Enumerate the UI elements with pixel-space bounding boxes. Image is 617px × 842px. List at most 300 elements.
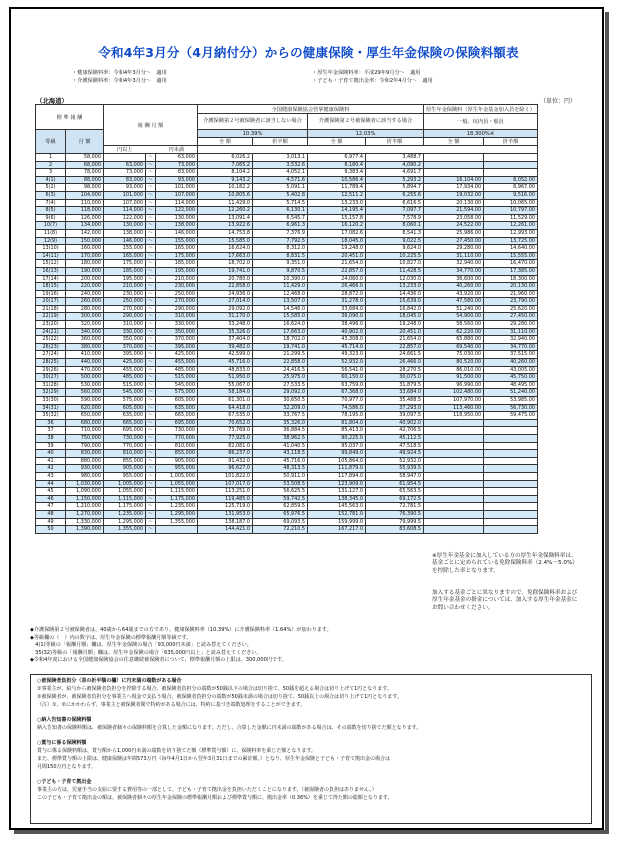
health-half-cell: 45,716.0: [253, 457, 308, 465]
range-upper-cell: 155,000: [156, 237, 198, 245]
range-lower-cell: 1,005,000: [104, 480, 146, 488]
range-upper-cell: 122,000: [156, 207, 198, 215]
range-lower-cell: 605,000: [104, 404, 146, 412]
health-total-cell: 15,585.0: [198, 237, 253, 245]
range-lower-cell: 210,000: [104, 283, 146, 291]
standard-monthly-cell: 710,000: [66, 427, 104, 435]
range-upper-cell: 770,000: [156, 434, 198, 442]
table-body: [36, 154, 538, 534]
range-lower-cell: 165,000: [104, 252, 146, 260]
grade-cell: 47: [36, 503, 66, 511]
grade-cell: 14(11): [36, 252, 66, 260]
care-total-cell: 99,849.0: [308, 450, 366, 458]
range-upper-cell: 1,355,000: [156, 518, 198, 526]
standard-monthly-cell: 150,000: [66, 237, 104, 245]
table-row: [36, 404, 538, 412]
care-half-cell: 21,654.0: [366, 336, 424, 344]
pension-half-cell: 8,967.00: [484, 184, 538, 192]
care-total-cell: 111,879.0: [308, 465, 366, 473]
health-total-cell: 27,014.0: [198, 298, 253, 306]
range-upper-cell: 665,000: [156, 412, 198, 420]
table-row: [36, 450, 538, 458]
health-total-cell: 10,805.6: [198, 191, 253, 199]
pension-total-cell: 32,940.00: [424, 260, 484, 268]
pension-half-cell: [484, 450, 538, 458]
care-total-cell: 90,225.0: [308, 434, 366, 442]
health-half-cell: 43,118.5: [253, 450, 308, 458]
range-upper-cell: 114,000: [156, 199, 198, 207]
standard-monthly-cell: 650,000: [66, 412, 104, 420]
range-tilde: ～: [146, 450, 156, 458]
health-total-cell: 61,301.0: [198, 397, 253, 405]
health-total-cell: 18,702.0: [198, 260, 253, 268]
care-half-cell: 7,097.7: [366, 207, 424, 215]
care-total-cell: 152,781.0: [308, 510, 366, 518]
care-total-cell: 31,278.0: [308, 298, 366, 306]
grade-cell: 27(24): [36, 351, 66, 359]
health-total-cell: 24,936.0: [198, 290, 253, 298]
pension-total-cell: [424, 526, 484, 534]
table-row: [36, 161, 538, 169]
pension-half-cell: 20,130.00: [484, 283, 538, 291]
care-half-cell: 39,097.5: [366, 412, 424, 420]
range-lower-cell: 290,000: [104, 313, 146, 321]
care-half-cell: 20,451.0: [366, 328, 424, 336]
range-tilde: ～: [146, 397, 156, 405]
health-total-cell: 37,404.0: [198, 336, 253, 344]
pension-half-cell: [484, 488, 538, 496]
range-tilde: ～: [146, 359, 156, 367]
range-lower-cell: 310,000: [104, 321, 146, 329]
care-half-cell: 35,488.5: [366, 397, 424, 405]
care-half-cell: 13,233.0: [366, 283, 424, 291]
standard-monthly-cell: 118,000: [66, 207, 104, 215]
pension-total-cell: 21,594.00: [424, 207, 484, 215]
health-half-cell: 72,210.5: [253, 526, 308, 534]
grade-cell: 6(3): [36, 191, 66, 199]
pension-total-cell: [424, 169, 484, 177]
range-lower-cell: 1,055,000: [104, 488, 146, 496]
box-rounding-b: ②被保険者が、被保険者負担分を事業主へ現金で支払う場合、被保険者負担分の端数が50銭未満の場合は切り捨て、50銭以上の場合は切り上げて1円となります。: [37, 694, 402, 700]
range-tilde: ～: [146, 267, 156, 275]
range-upper-cell: 1,295,000: [156, 510, 198, 518]
table-row: [36, 267, 538, 275]
pension-total-cell: 54,900.00: [424, 313, 484, 321]
care-half-cell: 31,879.5: [366, 381, 424, 389]
health-total-cell: 58,184.0: [198, 389, 253, 397]
pension-half-cell: 13,725.00: [484, 237, 538, 245]
table-row: [36, 275, 538, 283]
range-upper-cell: 1,115,000: [156, 488, 198, 496]
table-row: [36, 359, 538, 367]
pension-half-cell: 10,065.00: [484, 199, 538, 207]
health-half-cell: 19,741.0: [253, 343, 308, 351]
pension-total-cell: [424, 495, 484, 503]
range-upper-cell: 1,005,000: [156, 472, 198, 480]
grade-cell: 49: [36, 518, 66, 526]
header-standard-grade: 標 準 報 酬: [36, 105, 104, 130]
page-title: 令和4年3月分（4月納付分）からの健康保険・厚生年金保険の保険料額表: [98, 45, 519, 60]
range-lower-cell: 855,000: [104, 457, 146, 465]
table-row: [36, 495, 538, 503]
pension-fund-note-1: ※厚生年金基金に加入している方の厚生年金保険料率は、基金ごとに定められている免除保険料率（2.4%～5.0%）を控除した率となります。: [432, 553, 578, 574]
health-half-cell: 6,130.1: [253, 207, 308, 215]
premium-table-wrap: [35, 104, 583, 534]
care-total-cell: 145,563.0: [308, 503, 366, 511]
health-total-cell: 51,950.0: [198, 374, 253, 382]
pension-total-cell: [424, 503, 484, 511]
care-total-cell: 138,345.0: [308, 495, 366, 503]
range-tilde: ～: [146, 328, 156, 336]
range-tilde: ～: [146, 381, 156, 389]
standard-monthly-cell: 830,000: [66, 450, 104, 458]
range-lower-cell: 1,355,000: [104, 526, 146, 534]
grade-cell: 22(19): [36, 313, 66, 321]
pension-total-cell: 34,770.00: [424, 267, 484, 275]
grade-cell: 10(7): [36, 222, 66, 230]
range-upper-cell: 107,000: [156, 191, 198, 199]
standard-monthly-cell: 790,000: [66, 442, 104, 450]
health-half-cell: 9,870.5: [253, 267, 308, 275]
range-tilde: ～: [146, 169, 156, 177]
care-total-cell: 117,894.0: [308, 472, 366, 480]
standard-monthly-cell: 160,000: [66, 245, 104, 253]
pension-total-cell: [424, 480, 484, 488]
care-total-cell: 67,368.0: [308, 389, 366, 397]
range-upper-cell: 1,175,000: [156, 495, 198, 503]
health-total-cell: 17,663.0: [198, 252, 253, 260]
standard-monthly-cell: 190,000: [66, 267, 104, 275]
grade-cell: 1: [36, 154, 66, 162]
range-tilde: ～: [146, 472, 156, 480]
care-total-cell: 11,789.4: [308, 184, 366, 192]
grade-cell: 29(26): [36, 366, 66, 374]
standard-monthly-cell: 134,000: [66, 222, 104, 230]
care-half-cell: 12,030.0: [366, 275, 424, 283]
care-total-cell: 10,586.4: [308, 176, 366, 184]
range-lower-cell: 63,000: [104, 161, 146, 169]
pension-total-cell: [424, 488, 484, 496]
range-upper-cell: 1,235,000: [156, 503, 198, 511]
range-tilde: ～: [146, 389, 156, 397]
table-row: [36, 214, 538, 222]
range-tilde: ～: [146, 214, 156, 222]
care-half-cell: 10,827.0: [366, 260, 424, 268]
range-upper-cell: 955,000: [156, 465, 198, 473]
health-total-cell: 35,326.0: [198, 328, 253, 336]
pension-half-cell: 43,005.00: [484, 366, 538, 374]
range-tilde: ～: [146, 305, 156, 313]
care-total-cell: 21,654.0: [308, 260, 366, 268]
care-total-cell: 16,120.2: [308, 222, 366, 230]
grade-cell: 16(13): [36, 267, 66, 275]
pension-total-cell: 102,480.00: [424, 389, 484, 397]
grade-cell: 34(31): [36, 404, 66, 412]
health-half-cell: 59,742.5: [253, 495, 308, 503]
health-half-cell: 21,299.5: [253, 351, 308, 359]
health-half-cell: 25,975.0: [253, 374, 308, 382]
health-half-cell: 16,624.0: [253, 321, 308, 329]
health-half-cell: 10,390.0: [253, 275, 308, 283]
care-half-cell: 5,894.7: [366, 184, 424, 192]
table-row: [36, 526, 538, 534]
standard-monthly-cell: 620,000: [66, 404, 104, 412]
care-half-cell: 6,616.5: [366, 199, 424, 207]
pension-half-cell: 32,940.00: [484, 336, 538, 344]
range-upper-cell: 455,000: [156, 359, 198, 367]
standard-monthly-cell: 180,000: [66, 260, 104, 268]
care-half-cell: 33,684.0: [366, 389, 424, 397]
standard-monthly-cell: 170,000: [66, 252, 104, 260]
range-upper-cell: 810,000: [156, 442, 198, 450]
table-row: [36, 427, 538, 435]
care-half-cell: 3,488.7: [366, 154, 424, 162]
range-tilde: ～: [146, 503, 156, 511]
range-tilde: ～: [146, 229, 156, 237]
pension-half-cell: 40,260.00: [484, 359, 538, 367]
health-half-cell: 56,625.5: [253, 488, 308, 496]
table-row: [36, 154, 538, 162]
health-total-cell: 39,482.0: [198, 343, 253, 351]
box-notice-a: 納入告知書の保険料額は、被保険者個々の保険料額を合算した金額になります。ただし、合算した金額に円未満の端数がある場合は、その端数を切り捨てた額となります。: [37, 725, 422, 731]
header-spacer: [198, 146, 538, 154]
table-row: [36, 298, 538, 306]
care-total-cell: 24,060.0: [308, 275, 366, 283]
care-total-cell: 81,804.0: [308, 419, 366, 427]
pension-total-cell: 65,880.00: [424, 336, 484, 344]
health-half-cell: 29,092.0: [253, 389, 308, 397]
box-bonus-title: ○賞与に係る保険料額: [37, 740, 87, 746]
standard-monthly-cell: 240,000: [66, 290, 104, 298]
standard-monthly-cell: 78,000: [66, 169, 104, 177]
pension-total-cell: 69,540.00: [424, 343, 484, 351]
pension-half-cell: [484, 480, 538, 488]
pension-half-cell: 12,261.00: [484, 222, 538, 230]
header-monthly: 月 額: [66, 130, 104, 154]
range-tilde: ～: [146, 480, 156, 488]
health-total-cell: 86,237.0: [198, 450, 253, 458]
range-upper-cell: 635,000: [156, 404, 198, 412]
standard-monthly-cell: 680,000: [66, 419, 104, 427]
care-half-cell: 76,390.5: [366, 510, 424, 518]
range-tilde: ～: [146, 434, 156, 442]
range-upper-cell: [156, 526, 198, 534]
table-row: [36, 169, 538, 177]
health-total-cell: 144,421.0: [198, 526, 253, 534]
standard-monthly-cell: 110,000: [66, 199, 104, 207]
range-lower-cell: 195,000: [104, 275, 146, 283]
grade-cell: 25(22): [36, 336, 66, 344]
table-row: [36, 252, 538, 260]
pension-half-cell: 14,640.00: [484, 245, 538, 253]
grade-cell: 17(14): [36, 275, 66, 283]
standard-monthly-cell: 220,000: [66, 283, 104, 291]
pension-half-cell: [484, 457, 538, 465]
table-row: [36, 510, 538, 518]
table-row: [36, 389, 538, 397]
pension-fund-note-2: 加入する基金ごとに異なりますので、免除保険料率および厚生年金基金の掛金については、加入する厚生年金基金にお問い合わせください。: [432, 590, 578, 611]
pension-half-cell: 8,052.00: [484, 176, 538, 184]
health-total-cell: 70,652.0: [198, 419, 253, 427]
pension-half-cell: 9,516.00: [484, 191, 538, 199]
pension-total-cell: [424, 434, 484, 442]
range-lower-cell: 130,000: [104, 222, 146, 230]
child-rate-note: ・子ども・子育て拠出金率：令和2年4月分～ 適用: [312, 78, 433, 84]
standard-monthly-cell: 126,000: [66, 214, 104, 222]
care-half-cell: 72,781.5: [366, 503, 424, 511]
health-half-cell: 50,911.0: [253, 472, 308, 480]
care-total-cell: 40,902.0: [308, 328, 366, 336]
standard-monthly-cell: 500,000: [66, 374, 104, 382]
range-tilde: ～: [146, 404, 156, 412]
range-upper-cell: 330,000: [156, 321, 198, 329]
care-half-cell: 6,255.6: [366, 191, 424, 199]
grade-cell: 32(29): [36, 389, 66, 397]
table-row: [36, 480, 538, 488]
care-total-cell: 167,217.0: [308, 526, 366, 534]
header-pension-type: 一般、坑内員・船員: [424, 114, 538, 130]
health-total-cell: 131,953.0: [198, 510, 253, 518]
standard-monthly-cell: 68,000: [66, 161, 104, 169]
standard-monthly-cell: 1,150,000: [66, 495, 104, 503]
health-half-cell: 33,767.5: [253, 412, 308, 420]
range-tilde: ～: [146, 495, 156, 503]
grade-cell: 8(5): [36, 207, 66, 215]
health-total-cell: 64,418.0: [198, 404, 253, 412]
care-half-cell: 8,541.3: [366, 229, 424, 237]
pension-half-cell: [484, 442, 538, 450]
range-tilde: ～: [146, 237, 156, 245]
care-total-cell: 26,466.0: [308, 283, 366, 291]
range-tilde: ～: [146, 290, 156, 298]
pension-total-cell: 17,934.00: [424, 184, 484, 192]
grade-cell: 35(32): [36, 412, 66, 420]
range-lower-cell: 101,000: [104, 191, 146, 199]
range-upper-cell: 855,000: [156, 450, 198, 458]
health-total-cell: 55,067.0: [198, 381, 253, 389]
care-total-cell: 43,308.0: [308, 336, 366, 344]
health-total-cell: 82,081.0: [198, 442, 253, 450]
care-half-cell: 55,939.5: [366, 465, 424, 473]
grade-cell: 13(10): [36, 245, 66, 253]
health-total-cell: 6,026.2: [198, 154, 253, 162]
standard-monthly-cell: 440,000: [66, 359, 104, 367]
range-lower-cell: 455,000: [104, 366, 146, 374]
health-half-cell: 3,013.1: [253, 154, 308, 162]
table-row: [36, 336, 538, 344]
care-half-cell: 79,999.5: [366, 518, 424, 526]
box-rounding-title: ○被保険者負担分（表の折半額の欄）に円未満の端数がある場合: [37, 678, 182, 684]
range-upper-cell: 310,000: [156, 313, 198, 321]
care-half-cell: 10,225.5: [366, 252, 424, 260]
range-tilde: ～: [146, 260, 156, 268]
care-total-cell: 45,714.0: [308, 343, 366, 351]
table-row: [36, 343, 538, 351]
care-half-cell: 28,270.5: [366, 366, 424, 374]
pension-total-cell: [424, 510, 484, 518]
care-total-cell: 9,383.4: [308, 169, 366, 177]
table-row: [36, 184, 538, 192]
grade-cell: 30(27): [36, 374, 66, 382]
health-half-cell: 13,507.0: [253, 298, 308, 306]
health-total-cell: 67,535.0: [198, 412, 253, 420]
page-shadow-bottom: [14, 830, 609, 834]
range-lower-cell: 905,000: [104, 465, 146, 473]
care-total-cell: 123,909.0: [308, 480, 366, 488]
supplementary-info-box: [30, 674, 592, 824]
range-lower-cell: 425,000: [104, 359, 146, 367]
care-total-cell: 28,872.0: [308, 290, 366, 298]
health-total-cell: 8,104.2: [198, 169, 253, 177]
grade-cell: 37: [36, 427, 66, 435]
range-tilde: ～: [146, 154, 156, 162]
care-half-cell: 8,060.1: [366, 222, 424, 230]
range-tilde: ～: [146, 518, 156, 526]
grade-cell: 21(18): [36, 305, 66, 313]
pension-half-cell: [484, 503, 538, 511]
range-upper-cell: 185,000: [156, 260, 198, 268]
range-upper-cell: 101,000: [156, 184, 198, 192]
range-upper-cell: 905,000: [156, 457, 198, 465]
range-lower-cell: 395,000: [104, 351, 146, 359]
box-child-b: この子ども・子育て拠出金の額は、被保険者個々の厚生年金保険の標準報酬月額および標準賞与額に、拠出金率（0.36%）を乗じて得た額の総額となります。: [37, 795, 393, 801]
range-upper-cell: 165,000: [156, 245, 198, 253]
care-total-cell: 36,090.0: [308, 313, 366, 321]
range-lower-cell: 73,000: [104, 169, 146, 177]
care-half-cell: 11,428.5: [366, 267, 424, 275]
table-row: [36, 412, 538, 420]
pension-total-cell: 62,220.00: [424, 328, 484, 336]
pension-total-cell: 107,970.00: [424, 397, 484, 405]
pension-total-cell: 19,032.00: [424, 191, 484, 199]
health-total-cell: 113,251.0: [198, 488, 253, 496]
range-lower-cell: 107,000: [104, 199, 146, 207]
grade-cell: 43: [36, 472, 66, 480]
header-upper: 円未満: [156, 146, 198, 154]
range-lower-cell: 83,000: [104, 176, 146, 184]
range-lower-cell: 695,000: [104, 427, 146, 435]
pension-total-cell: [424, 154, 484, 162]
standard-monthly-cell: 200,000: [66, 275, 104, 283]
health-total-cell: 119,485.0: [198, 495, 253, 503]
health-total-cell: 33,248.0: [198, 321, 253, 329]
pension-total-cell: 16,104.00: [424, 176, 484, 184]
health-half-cell: 8,312.0: [253, 245, 308, 253]
care-half-cell: 69,172.5: [366, 495, 424, 503]
range-upper-cell: 93,000: [156, 176, 198, 184]
grade-cell: 3: [36, 169, 66, 177]
standard-monthly-cell: 58,000: [66, 154, 104, 162]
unit-label: （単位：円）: [540, 98, 577, 105]
header-lower: 円以上: [104, 146, 146, 154]
pension-half-cell: 23,790.00: [484, 298, 538, 306]
header-total-3: 全 額: [424, 138, 484, 146]
health-half-cell: 7,376.9: [253, 229, 308, 237]
pension-half-cell: [484, 495, 538, 503]
box-bonus-c: 月間150万円となります。: [37, 764, 97, 770]
care-half-cell: 65,563.5: [366, 488, 424, 496]
pension-total-cell: 29,280.00: [424, 245, 484, 253]
pension-rate-note: ・厚生年金保険料率：平成29年9月分～ 適用: [312, 70, 421, 76]
range-tilde: ～: [146, 465, 156, 473]
standard-monthly-cell: 320,000: [66, 321, 104, 329]
pension-total-cell: [424, 419, 484, 427]
range-tilde: ～: [146, 313, 156, 321]
note-line: 4(1)等級の「報酬月額」欄は、厚生年金保険の場合「93,000円未満」と読み替えてください。: [30, 642, 252, 649]
range-upper-cell: 290,000: [156, 305, 198, 313]
page-shadow-right: [605, 12, 609, 834]
table-row: [36, 366, 538, 374]
